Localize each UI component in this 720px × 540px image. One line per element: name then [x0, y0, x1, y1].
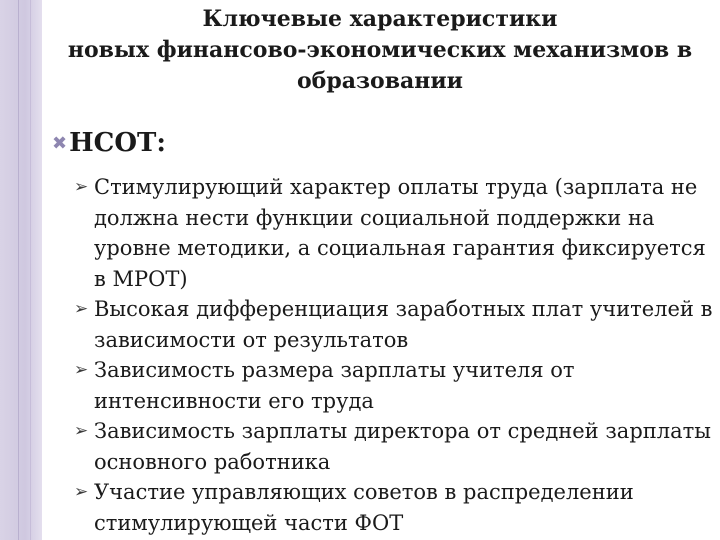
section-label: НСОТ: [69, 128, 166, 158]
arrow-icon: ➢ [74, 482, 89, 502]
list-item [74, 477, 714, 538]
title-line-3: образовании [297, 68, 463, 94]
list-item-text: Стимулирующий характер оплаты труда (зарплата не должна нести функции социальной поддержки на уровне методики, а социальная гарантия фиксируется в МРОТ) [94, 175, 706, 291]
list-item-text: Высокая дифференциация заработных плат учителей в зависимости от результатов [94, 297, 713, 352]
list-item [74, 416, 714, 477]
list-item-text: Зависимость размера зарплаты учителя от интенсивности его труда [94, 358, 575, 413]
arrow-icon: ➢ [74, 177, 89, 197]
x-icon: ✖ [52, 132, 68, 154]
list-item [74, 172, 714, 294]
list-item-text: Зависимость зарплаты директора от средней зарплаты основного работника [94, 419, 711, 474]
list-item [74, 294, 714, 355]
section-heading [52, 128, 166, 158]
list-item [74, 355, 714, 416]
decorative-left-band [0, 0, 42, 540]
title-line-2: новых финансово-экономических механизмов в [67, 37, 693, 63]
decorative-band-line [30, 0, 31, 540]
arrow-icon: ➢ [74, 421, 89, 441]
slide-title [40, 4, 720, 97]
arrow-icon: ➢ [74, 299, 89, 319]
decorative-band-line [18, 0, 19, 540]
bullet-list [74, 172, 714, 538]
title-line-1: Ключевые характеристики [202, 6, 558, 32]
list-item-text: Участие управляющих советов в распределении стимулирующей части ФОТ [94, 480, 634, 535]
arrow-icon: ➢ [74, 360, 89, 380]
